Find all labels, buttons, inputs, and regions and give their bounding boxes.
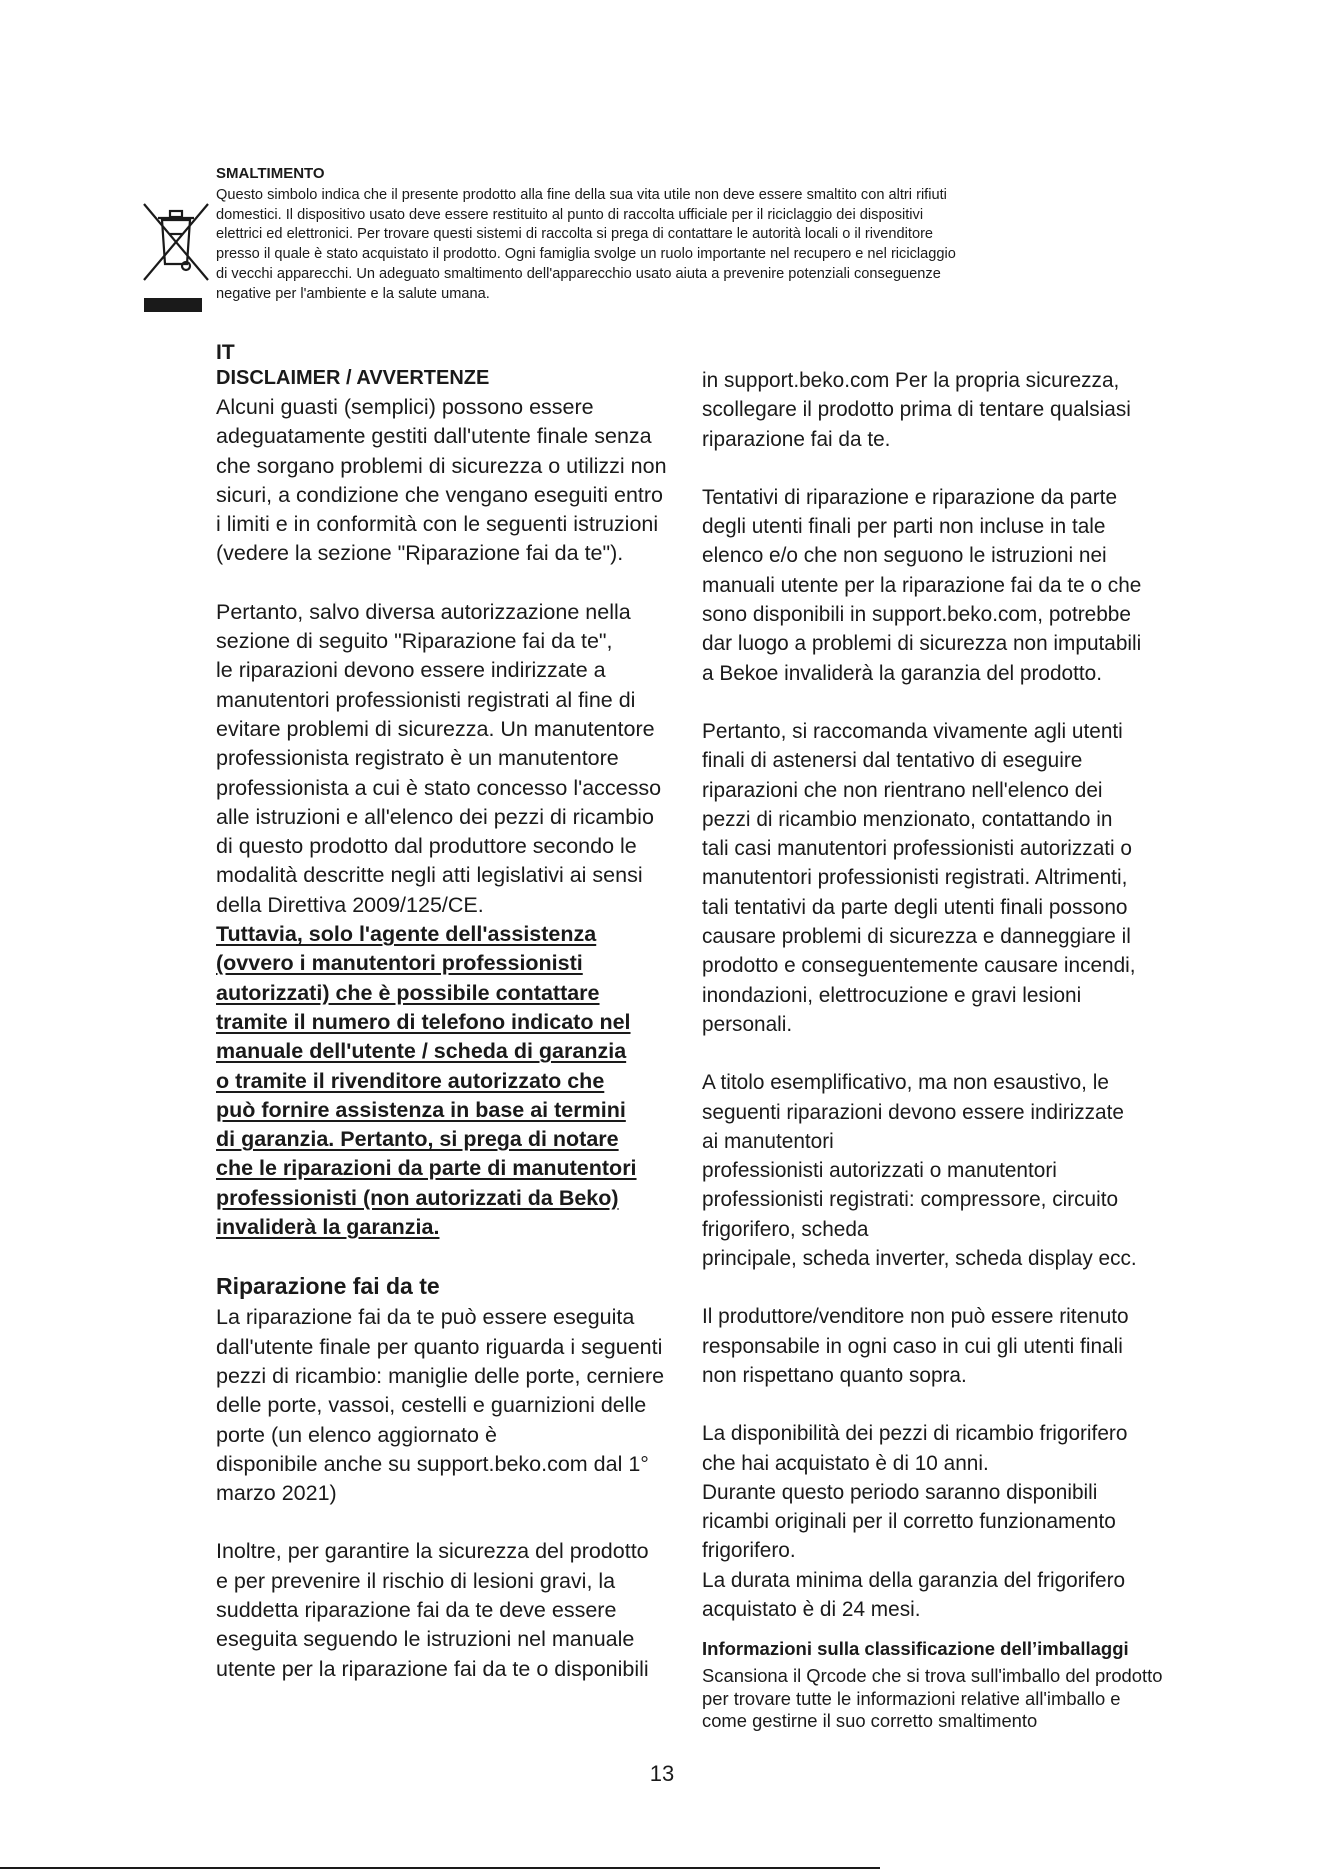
text-line: che hai acquistato è di 10 anni. — [702, 1451, 989, 1475]
text-line: Pertanto, salvo diversa autorizzazione nella — [216, 599, 631, 624]
text-line: riparazione fai da te. — [702, 427, 891, 451]
packaging-info-title: Informazioni sulla classificazione dell’imballaggi — [702, 1638, 1129, 1660]
disposal-line: domestici. Il dispositivo usato deve essere restituito al punto di raccolta ufficiale per il riciclaggio dei dispositivi — [216, 206, 924, 223]
packaging-info-line: come gestirne il suo corretto smaltimento — [702, 1710, 1038, 1732]
text-line: in support.beko.com Per la propria sicurezza, — [702, 369, 1120, 392]
text-line: porte (un elenco aggiornato è — [216, 1422, 497, 1447]
right-column — [702, 366, 1242, 1733]
text-line: alle istruzioni e all'elenco dei pezzi di ricambio — [216, 804, 654, 829]
disposal-title: SMALTIMENTO — [216, 165, 325, 182]
text-line: disponibile anche su support.beko.com dal 1° — [216, 1451, 649, 1476]
text-line: Alcuni guasti (semplici) possono essere — [216, 395, 594, 419]
text-line: i limiti e in conformità con le seguenti istruzioni — [216, 512, 659, 537]
text-line: Il produttore/venditore non può essere ritenuto — [702, 1305, 1129, 1329]
text-line: pezzi di ricambio: maniglie delle porte, cerniere — [216, 1363, 665, 1388]
warrantly-warning-line: professionisti (non autorizzati da Beko) — [216, 1185, 619, 1210]
footer-dots — [900, 1865, 1230, 1869]
text-line: Durante questo periodo saranno disponibili — [702, 1480, 1098, 1504]
warrantly-warning-line: manuale dell'utente / scheda di garanzia — [216, 1039, 627, 1064]
warrantly-warning-line: o tramite il rivenditore autorizzato che — [216, 1068, 605, 1093]
text-line: principale, scheda inverter, scheda display ecc. — [702, 1247, 1137, 1271]
text-line: pezzi di ricambio menzionato, contattando in — [702, 807, 1113, 831]
weee-bar — [144, 298, 202, 312]
text-line: delle porte, vassoi, cestelli e guarnizioni delle — [216, 1393, 647, 1418]
page-number: 13 — [649, 1761, 675, 1786]
warrantly-warning-line: (ovvero i manutentori professionisti — [216, 951, 583, 976]
text-line: suddetta riparazione fai da te deve essere — [216, 1597, 617, 1622]
text-line: sicuri, a condizione che vengano eseguiti entro — [216, 482, 664, 507]
text-line: professionisti registrati: compressore, circuito — [702, 1188, 1119, 1212]
text-line: di questo prodotto dal produttore secondo le — [216, 834, 637, 859]
text-line: (vedere la sezione "Riparazione fai da te"). — [216, 541, 624, 566]
text-line: manutentori professionisti registrati. Altrimenti, — [702, 866, 1128, 890]
warrantly-warning-line: invaliderà la garanzia. — [216, 1215, 440, 1240]
text-line: professionisti autorizzati o manutentori — [702, 1159, 1057, 1183]
text-line: marzo 2021) — [216, 1481, 337, 1506]
text-line: acquistato è di 24 mesi. — [702, 1597, 921, 1621]
left-column — [216, 340, 686, 1684]
warrantly-warning-line: di garanzia. Pertanto, si prega di notare — [216, 1127, 619, 1152]
text-line: La riparazione fai da te può essere eseguita — [216, 1305, 635, 1330]
packaging-info-line: Scansiona il Qrcode che si trova sull'imballo del prodotto — [702, 1665, 1163, 1687]
text-line: sono disponibili in support.beko.com, potrebbe — [702, 603, 1131, 627]
text-line: frigorifero. — [702, 1539, 796, 1563]
text-line: sezione di seguito "Riparazione fai da te", — [216, 629, 613, 654]
text-line: degli utenti finali per parti non incluse in tale — [702, 515, 1106, 539]
language-code: IT — [216, 341, 235, 364]
text-line: Pertanto, si raccomanda vivamente agli utenti — [702, 719, 1123, 743]
text-line: riparazioni che non rientrano nell'elenco dei — [702, 778, 1103, 802]
disposal-line: elettrici ed elettronici. Per trovare questi sistemi di raccolta si prega di contattare le autorità locali o il rivenditore — [216, 226, 934, 243]
diy-repair-title: Riparazione fai da te — [216, 1273, 440, 1300]
text-line: ricambi originali per il corretto funzionamento — [702, 1510, 1116, 1534]
text-line: inondazioni, elettrocuzione e gravi lesioni — [702, 983, 1082, 1007]
warrantly-warning-line: autorizzati) che è possibile contattare — [216, 980, 600, 1005]
text-line: scollegare il prodotto prima di tentare qualsiasi — [702, 398, 1131, 422]
crossed-out-wheelie-bin-icon — [140, 198, 212, 284]
text-line: elenco e/o che non seguono le istruzioni nei — [702, 544, 1107, 568]
text-line: tali tentativi da parte degli utenti finali possono — [702, 895, 1128, 919]
text-line: dall'utente finale per quanto riguarda i seguenti — [216, 1334, 663, 1359]
packaging-info-line: per trovare tutte le informazioni relative all'imballo e — [702, 1687, 1121, 1709]
warrantly-warning-line: tramite il numero di telefono indicato nel — [216, 1009, 631, 1034]
text-line: non rispettano quanto sopra. — [702, 1363, 967, 1387]
text-line: e per prevenire il rischio di lesioni gravi, la — [216, 1568, 616, 1593]
text-line: personali. — [702, 1012, 793, 1036]
disclaimer-title: DISCLAIMER / AVVERTENZE — [216, 367, 490, 389]
text-line: professionista a cui è stato concesso l'accesso — [216, 775, 662, 800]
text-line: La disponibilità dei pezzi di ricambio frigorifero — [702, 1422, 1128, 1446]
text-line: tali casi manutentori professionisti autorizzati o — [702, 837, 1133, 861]
disposal-line: presso il quale è stato acquistato il prodotto. Ogni famiglia svolge un ruolo importante nel recupero e nel riciclaggio — [216, 246, 956, 263]
disposal-line: Questo simbolo indica che il presente prodotto alla fine della sua vita utile non deve essere smaltito con altri rifiuti — [216, 187, 947, 203]
text-line: A titolo esemplificativo, ma non esaustivo, le — [702, 1071, 1109, 1095]
warrantly-warning-line: che le riparazioni da parte di manutentori — [216, 1156, 637, 1181]
text-line: finali di astenersi dal tentativo di eseguire — [702, 749, 1083, 773]
text-line: utente per la riparazione fai da te o disponibili — [216, 1656, 649, 1681]
warrantly-warning-line: Tuttavia, solo l'agente dell'assistenza — [216, 922, 597, 947]
warrantly-warning-line: può fornire assistenza in base ai termini — [216, 1097, 626, 1122]
text-line: Tentativi di riparazione e riparazione da parte — [702, 485, 1118, 509]
text-line: La durata minima della garanzia del frigorifero — [702, 1568, 1126, 1592]
text-line: frigorifero, scheda — [702, 1217, 869, 1241]
text-line: professionista registrato è un manutentore — [216, 746, 619, 771]
disposal-notice — [216, 165, 1176, 304]
disposal-line: di vecchi apparecchi. Un adeguato smaltimento dell'apparecchio usato aiuta a prevenire potenziali conseguenze — [216, 265, 941, 282]
text-line: della Direttiva 2009/125/CE. — [216, 892, 484, 917]
text-line: eseguita seguendo le istruzioni nel manuale — [216, 1627, 635, 1652]
text-line: ai manutentori — [702, 1129, 834, 1153]
footer-rule — [0, 1867, 880, 1869]
disposal-line: negative per l'ambiente e la salute umana. — [216, 285, 490, 302]
text-line: manutentori professionisti registrati al fine di — [216, 687, 636, 712]
text-line: prodotto e conseguentemente causare incendi, — [702, 954, 1136, 978]
text-line: le riparazioni devono essere indirizzate a — [216, 658, 606, 683]
text-line: adeguatamente gestiti dall'utente finale senza — [216, 424, 652, 449]
text-line: che sorgano problemi di sicurezza o utilizzi non — [216, 453, 667, 478]
text-line: responsabile in ogni caso in cui gli utenti finali — [702, 1334, 1123, 1358]
text-line: modalità descritte negli atti legislativi ai sensi — [216, 863, 643, 888]
text-line: a Bekoe invaliderà la garanzia del prodotto. — [702, 661, 1103, 685]
text-line: manuali utente per la riparazione fai da te o che — [702, 573, 1142, 597]
text-line: evitare problemi di sicurezza. Un manutentore — [216, 716, 655, 741]
text-line: causare problemi di sicurezza e danneggiare il — [702, 925, 1131, 949]
text-line: dar luogo a problemi di sicurezza non imputabili — [702, 632, 1142, 656]
text-line: seguenti riparazioni devono essere indirizzate — [702, 1100, 1124, 1124]
text-line: Inoltre, per garantire la sicurezza del prodotto — [216, 1539, 649, 1564]
